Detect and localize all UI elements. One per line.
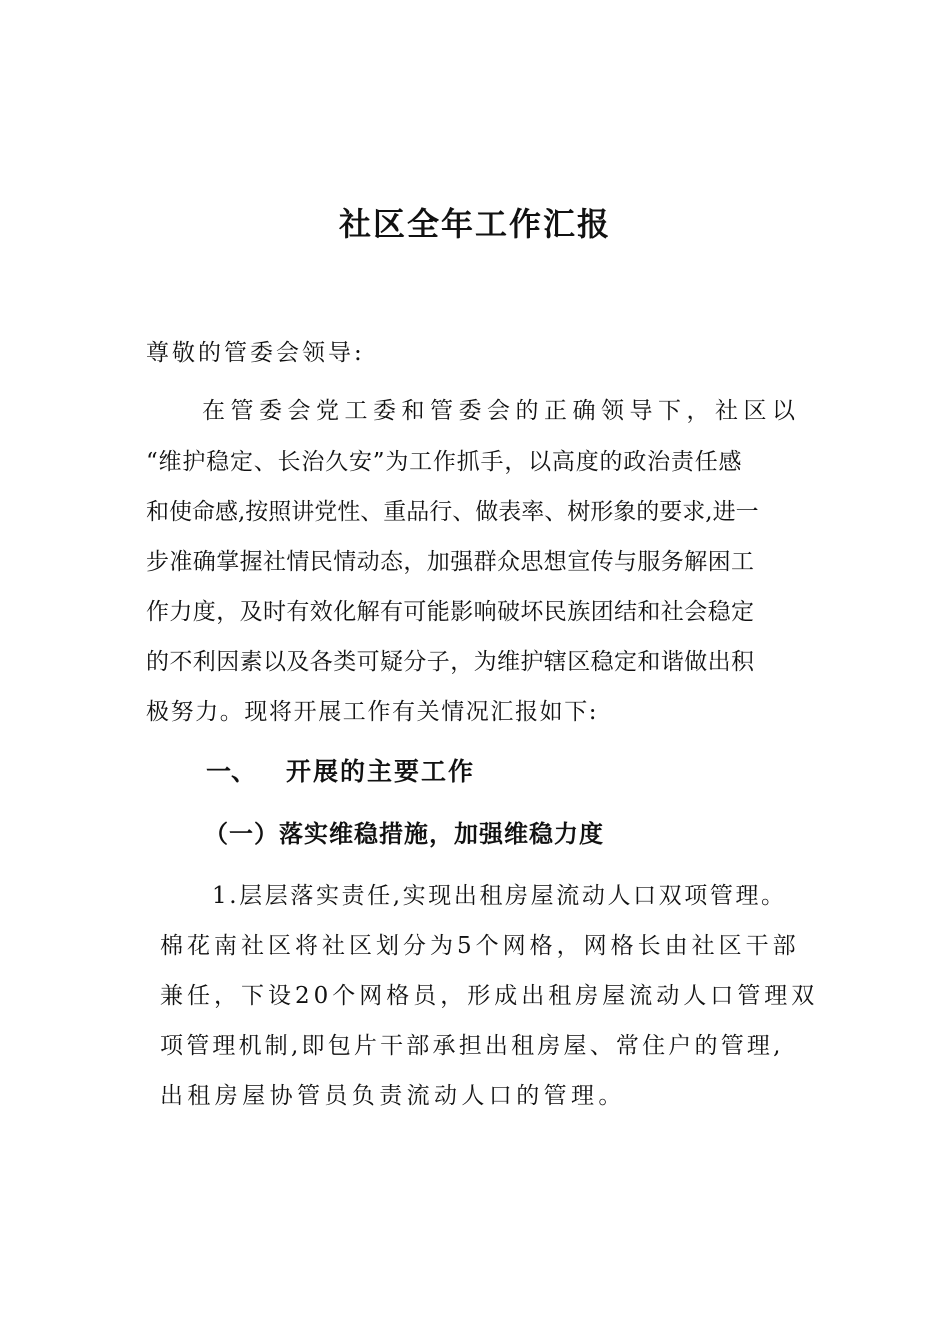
document-title: 社区全年工作汇报: [338, 205, 611, 243]
intro-line-3: 和使命感,按照讲党性、重品行、做表率、树形象的要求,进一: [146, 499, 759, 525]
section-title: 开展的主要工作: [286, 757, 476, 786]
intro-line-4: 步准确掌握社情民情动态，加强群众思想宣传与服务解困工: [146, 549, 755, 575]
intro-line-1: 在管委会党工委和管委会的正确领导下，社区以: [202, 398, 801, 424]
intro-line-7: 极努力。现将开展工作有关情况汇报如下:: [146, 699, 599, 725]
item-1-line-2: 棉花南社区将社区划分为5个网格，网格长由社区干部: [160, 933, 800, 959]
item-1-line-1: 1.层层落实责任,实现出租房屋流动人口双项管理。: [212, 883, 787, 909]
item-1-line-4: 项管理机制,即包片干部承担出租房屋、常住户的管理,: [160, 1033, 784, 1059]
section-heading-1: [206, 754, 475, 790]
item-1-line-5: 出租房屋协管员负责流动人口的管理。: [160, 1083, 626, 1109]
section-number: 一、: [206, 757, 257, 786]
intro-line-6: 的不利因素以及各类可疑分子，为维护辖区稳定和谐做出积: [146, 649, 755, 675]
subsection-heading-1: （一）落实维稳措施，加强维稳力度: [204, 820, 604, 848]
salutation: 尊敬的管委会领导:: [146, 340, 365, 366]
item-1-line-3: 兼任，下设20个网格员，形成出租房屋流动人口管理双: [160, 983, 819, 1009]
intro-line-5: 作力度，及时有效化解有可能影响破坏民族团结和社会稳定: [146, 599, 755, 625]
intro-line-2: “维护稳定、长治久安”为工作抓手，以高度的政治责任感: [146, 449, 743, 475]
